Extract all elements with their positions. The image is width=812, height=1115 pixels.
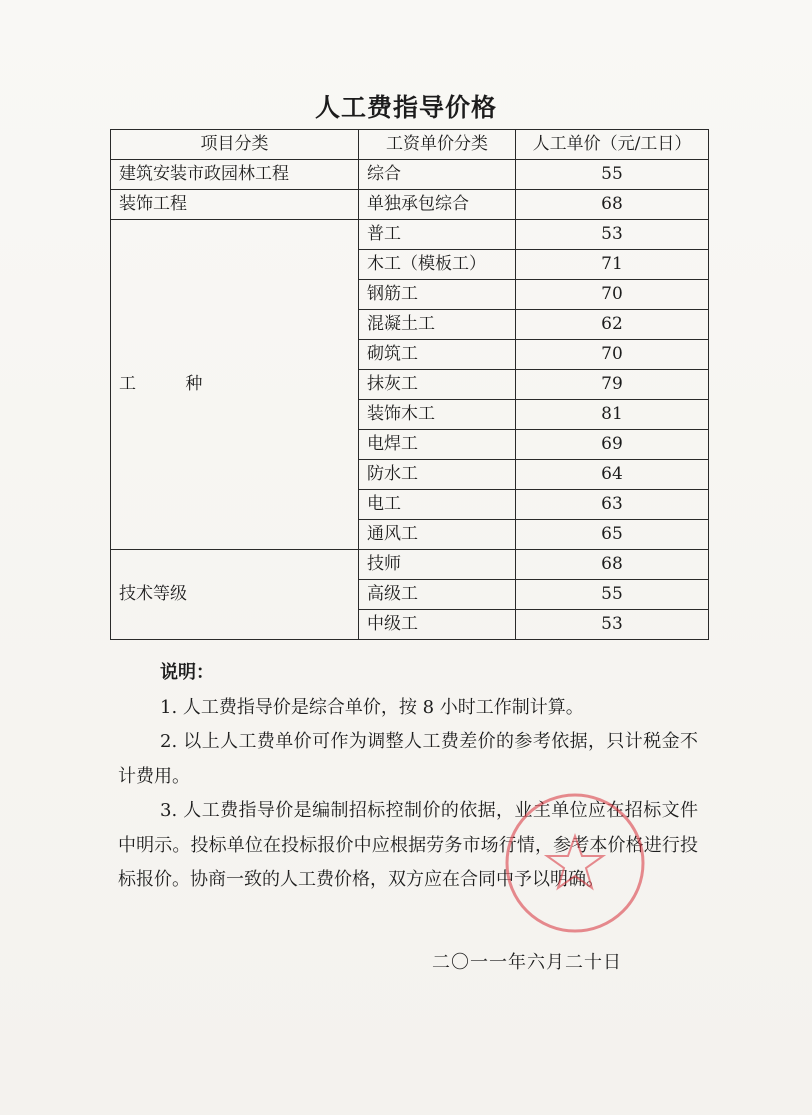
cell-type: 钢筋工 [359,280,516,310]
cell-type: 砌筑工 [359,340,516,370]
cell-type: 电焊工 [359,430,516,460]
cell-type: 装饰木工 [359,400,516,430]
cell-type: 混凝土工 [359,310,516,340]
table-row [111,550,709,580]
cell-price: 55 [516,160,709,190]
cell-category: 装饰工程 [111,190,359,220]
cell-type: 木工（模板工） [359,250,516,280]
cell-price: 79 [516,370,709,400]
cell-type: 单独承包综合 [359,190,516,220]
note-item: 3. 人工费指导价是编制招标控制价的依据，业主单位应在招标文件中明示。投标单位在投标报价中应根据劳务市场行情，参考本价格进行投标报价。协商一致的人工费价格，双方应在合同中予以明确。 [118,800,698,890]
cell-price: 53 [516,610,709,640]
cell-price: 62 [516,310,709,340]
cell-price: 71 [516,250,709,280]
cell-price: 68 [516,550,709,580]
note-item: 1. 人工费指导价是综合单价，按 8 小时工作制计算。 [160,696,584,718]
cell-type: 防水工 [359,460,516,490]
cell-category: 建筑安装市政园林工程 [111,160,359,190]
cell-type: 通风工 [359,520,516,550]
header-type: 工资单价分类 [359,130,516,160]
table-header-row [111,130,709,160]
cell-price: 69 [516,430,709,460]
cell-price: 70 [516,280,709,310]
cell-type: 中级工 [359,610,516,640]
cell-type: 电工 [359,490,516,520]
cell-price: 64 [516,460,709,490]
cell-type: 高级工 [359,580,516,610]
cell-category-worker: 工 种 [111,220,359,550]
cell-price: 63 [516,490,709,520]
notes-heading: 说明： [160,662,214,683]
note-item: 2. 以上人工费单价可作为调整人工费差价的参考依据，只计税金不计费用。 [118,731,698,787]
table-row [111,190,709,220]
cell-category-grade: 技术等级 [111,550,359,640]
cell-price: 55 [516,580,709,610]
header-price: 人工单价（元/工日） [516,130,709,160]
table-row [111,220,709,250]
page-title: 人工费指导价格 [314,93,497,122]
cell-price: 65 [516,520,709,550]
cell-type: 普工 [359,220,516,250]
cell-type: 综合 [359,160,516,190]
table-row [111,160,709,190]
price-table [110,129,709,640]
header-category: 项目分类 [111,130,359,160]
cell-price: 68 [516,190,709,220]
document-date: 二〇一一年六月二十日 [432,952,622,973]
notes-section [118,656,698,898]
cell-type: 技师 [359,550,516,580]
cell-price: 81 [516,400,709,430]
cell-price: 70 [516,340,709,370]
cell-price: 53 [516,220,709,250]
cell-type: 抹灰工 [359,370,516,400]
